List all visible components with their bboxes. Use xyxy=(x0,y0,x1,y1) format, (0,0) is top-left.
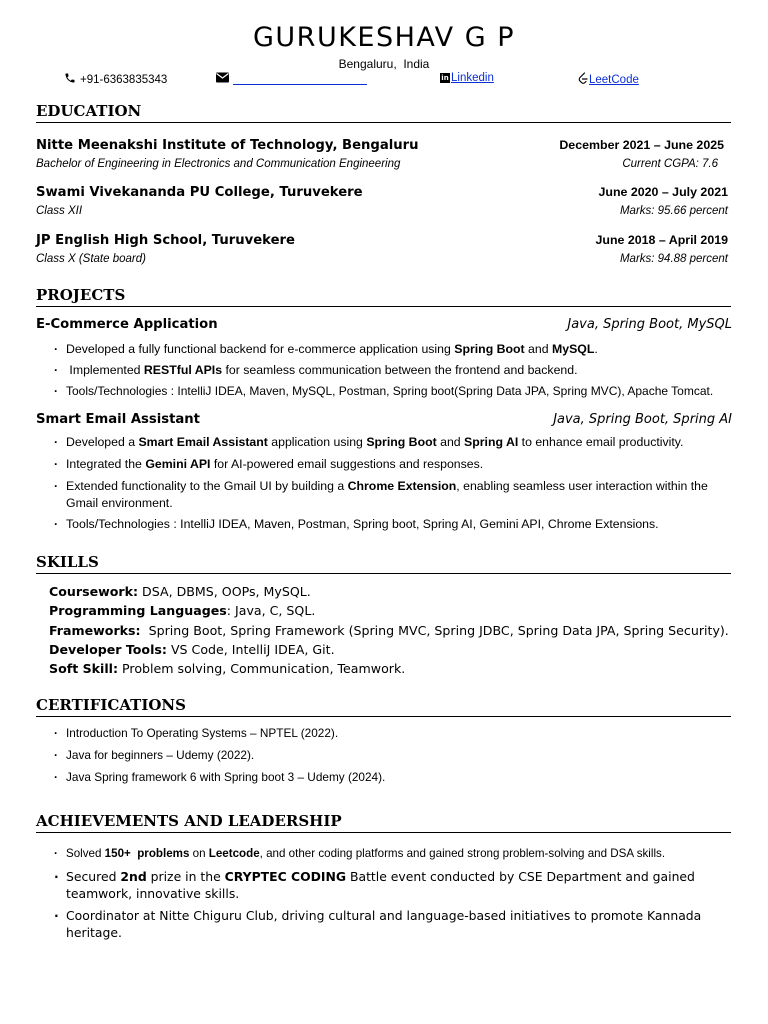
skill-line: Programming Languages: Java, C, SQL. xyxy=(49,603,316,619)
list-item: · Java Spring framework 6 with Spring boot 3 – Udemy (2024). xyxy=(54,769,736,786)
linkedin-link[interactable]: Linkedin xyxy=(451,72,494,84)
list-item: · Integrated the Gemini API for AI-powered email suggestions and responses. xyxy=(54,456,736,473)
list-item: · Coordinator at Nitte Chiguru Club, driving cultural and language-based initiatives to promote Kannada heritage. xyxy=(54,907,736,941)
degree-text: Class XII xyxy=(36,205,83,217)
leetcode-contact[interactable] xyxy=(578,72,639,87)
project-tech: Java, Spring Boot, Spring AI xyxy=(553,412,732,427)
location: Bengaluru, India xyxy=(338,57,430,71)
list-item: · Tools/Technologies : IntelliJ IDEA, Maven, Postman, Spring boot, Spring AI, Gemini API, Chrome Extensions. xyxy=(54,516,736,533)
education-dates: June 2020 – July 2021 xyxy=(598,185,728,199)
score-text: Marks: 94.88 percent xyxy=(619,253,728,265)
institution-name: Nitte Meenakshi Institute of Technology, Bengaluru xyxy=(36,138,419,153)
achievements-heading: ACHIEVEMENTS AND LEADERSHIP xyxy=(36,811,731,833)
project-bullets xyxy=(54,341,736,400)
email-contact[interactable] xyxy=(216,72,367,86)
education-dates: December 2021 – June 2025 xyxy=(559,138,724,152)
linkedin-contact[interactable] xyxy=(440,72,494,84)
leetcode-link[interactable]: LeetCode xyxy=(589,73,639,86)
project-name: E-Commerce Application xyxy=(36,317,218,332)
list-item: · Developed a Smart Email Assistant application using Spring Boot and Spring AI to enhance email productivity. xyxy=(54,434,736,451)
skill-line: Frameworks: Spring Boot, Spring Framework (Spring MVC, Spring JDBC, Spring Data JPA, Spring Security). xyxy=(49,622,729,638)
list-item: · Implemented RESTful APIs for seamless communication between the frontend and backend. xyxy=(54,362,736,379)
skill-line: Soft Skill: Problem solving, Communication, Teamwork. xyxy=(49,661,406,677)
score-text: Marks: 95.66 percent xyxy=(619,205,728,217)
candidate-name: GURUKESHAV G P xyxy=(253,22,515,53)
phone-contact xyxy=(64,72,167,87)
list-item: · Introduction To Operating Systems – NPTEL (2022). xyxy=(54,725,736,742)
project-tech: Java, Spring Boot, MySQL xyxy=(567,317,732,332)
projects-heading: PROJECTS xyxy=(36,285,731,307)
phone-number: +91-6363835343 xyxy=(80,73,168,86)
email-link[interactable] xyxy=(233,74,367,85)
degree-text: Class X (State board) xyxy=(36,253,146,265)
institution-name: Swami Vivekananda PU College, Turuvekere xyxy=(36,185,363,200)
leetcode-icon xyxy=(578,72,588,87)
contact-bar xyxy=(0,72,768,90)
degree-text: Bachelor of Engineering in Electronics and Communication Engineering xyxy=(36,158,401,170)
skills-list xyxy=(49,582,739,678)
achievements-list xyxy=(54,845,736,941)
institution-name: JP English High School, Turuvekere xyxy=(36,233,295,248)
certifications-list xyxy=(54,725,736,786)
skill-line: Coursework: DSA, DBMS, OOPs, MySQL. xyxy=(49,584,311,599)
list-item: · Tools/Technologies : IntelliJ IDEA, Maven, MySQL, Postman, Spring boot(Spring Data JPA, Spring MVC), Apache Tomcat. xyxy=(54,383,736,400)
score-text: Current CGPA: 7.6 xyxy=(622,158,718,170)
phone-icon xyxy=(64,72,76,87)
certifications-heading: CERTIFICATIONS xyxy=(36,695,731,717)
project-bullets xyxy=(54,434,736,533)
education-heading: EDUCATION xyxy=(36,101,731,123)
list-item: · Java for beginners – Udemy (2022). xyxy=(54,747,736,764)
envelope-icon xyxy=(216,72,229,86)
project-name: Smart Email Assistant xyxy=(36,412,200,427)
education-dates: June 2018 – April 2019 xyxy=(595,233,728,247)
skill-line: Developer Tools: VS Code, IntelliJ IDEA, Git. xyxy=(49,641,335,657)
list-item: · Solved 150+ problems on Leetcode, and other coding platforms and gained strong problem-solving and DSA skills. xyxy=(54,845,736,862)
list-item: · Secured 2nd prize in the CRYPTEC CODING Battle event conducted by CSE Department and gained teamwork, innovative skills. xyxy=(54,868,736,902)
linkedin-icon: in xyxy=(441,74,449,82)
list-item: · Developed a fully functional backend for e-commerce application using Spring Boot and MySQL. xyxy=(54,341,736,358)
list-item: · Extended functionality to the Gmail UI by building a Chrome Extension, enabling seamless user interaction within the Gmail environment. xyxy=(54,478,736,512)
skills-heading: SKILLS xyxy=(36,552,731,574)
